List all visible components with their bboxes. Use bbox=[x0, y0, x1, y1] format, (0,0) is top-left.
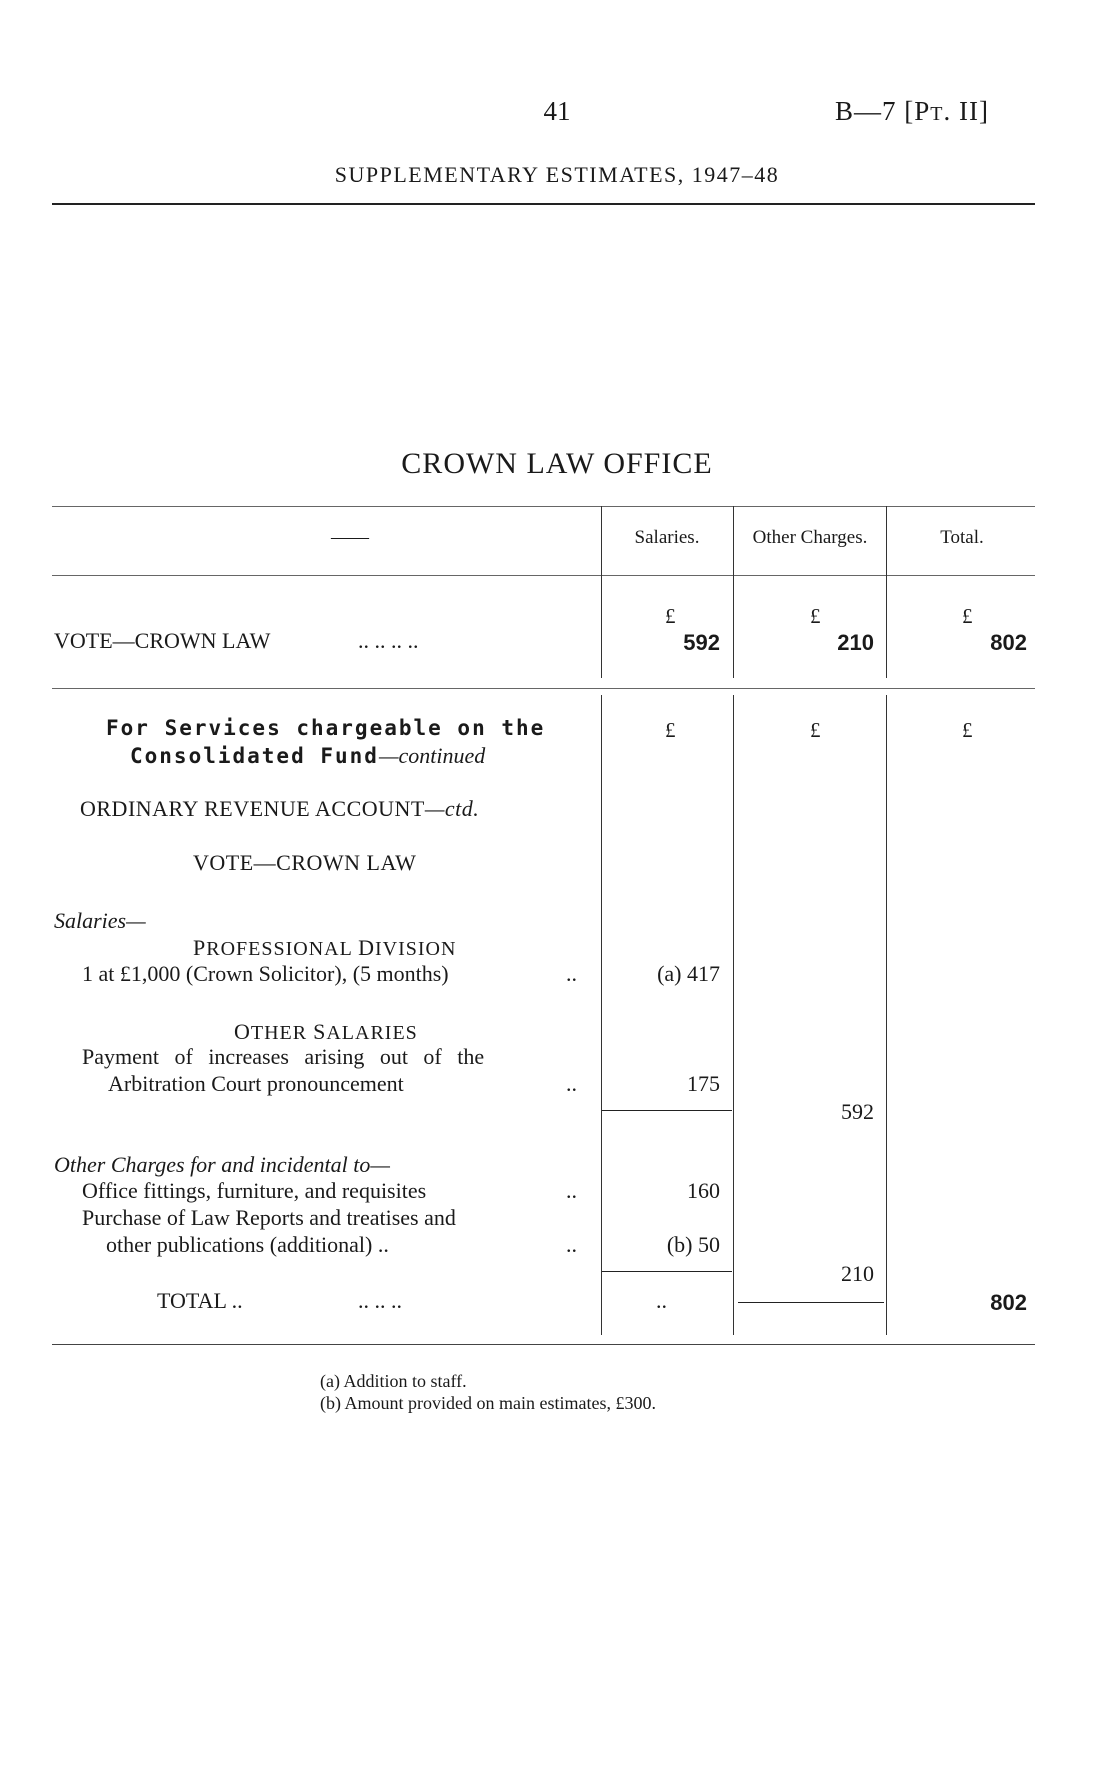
crown-solicitor-value: (a) 417 bbox=[657, 961, 720, 986]
pound-salaries: £ bbox=[665, 604, 676, 628]
pound-salaries-2: £ bbox=[665, 718, 676, 742]
vote-summary-salaries: 592 bbox=[683, 630, 720, 655]
summary-bottom-rule bbox=[52, 688, 1035, 689]
page-number: 41 bbox=[543, 96, 571, 126]
col-rule-2b bbox=[733, 695, 734, 1335]
services-line-1: For Services chargeable on the bbox=[106, 716, 546, 740]
vote-summary-leaders: .. .. .. .. bbox=[358, 628, 419, 653]
increases-leader: .. bbox=[566, 1071, 577, 1096]
pound-other: £ bbox=[810, 604, 821, 628]
office-fittings-leader: .. bbox=[566, 1178, 577, 1203]
series-reference: B—7 [PT. II] bbox=[835, 96, 989, 126]
grand-total: 802 bbox=[990, 1290, 1027, 1315]
table-bottom-rule bbox=[52, 1344, 1035, 1345]
crown-solicitor-leader: .. bbox=[566, 961, 577, 986]
header-rule bbox=[52, 203, 1035, 205]
increases-line-1: Payment of increases arising out of the bbox=[82, 1044, 485, 1069]
salaries-subtotal: 592 bbox=[841, 1099, 874, 1124]
running-title: SUPPLEMENTARY ESTIMATES, 1947–48 bbox=[334, 162, 780, 187]
col-rule-3b bbox=[886, 695, 887, 1335]
total-header: Total. bbox=[940, 527, 984, 548]
other-charges-subtotal-rule bbox=[602, 1271, 732, 1272]
stub-header: —— bbox=[331, 527, 369, 548]
other-charges-heading: Other Charges for and incidental to— bbox=[54, 1152, 390, 1177]
other-charges-subtotal: 210 bbox=[841, 1261, 874, 1286]
vote-summary-other: 210 bbox=[837, 630, 874, 655]
total-other-rule bbox=[738, 1302, 884, 1303]
law-reports-line-1: Purchase of Law Reports and treatises and bbox=[82, 1205, 456, 1230]
law-reports-line-2: other publications (additional) .. bbox=[106, 1232, 389, 1257]
salaries-header: Salaries. bbox=[634, 527, 700, 548]
office-fittings-item: Office fittings, furniture, and requisites bbox=[82, 1178, 427, 1203]
office-fittings-value: 160 bbox=[687, 1178, 720, 1203]
other-salaries-heading: OTHER SALARIES bbox=[234, 1019, 418, 1044]
increases-value: 175 bbox=[687, 1071, 720, 1096]
law-reports-leader: .. bbox=[566, 1232, 577, 1257]
vote-summary-label: VOTE—CROWN LAW bbox=[54, 628, 271, 653]
law-reports-value: (b) 50 bbox=[666, 1232, 720, 1257]
office-title: CROWN LAW OFFICE bbox=[401, 447, 713, 480]
other-charges-header: Other Charges. bbox=[752, 527, 868, 548]
crown-solicitor-item: 1 at £1,000 (Crown Solicitor), (5 months) bbox=[82, 961, 449, 986]
total-leaders: .. .. .. bbox=[358, 1288, 402, 1313]
professional-division-heading: PROFESSIONAL DIVISION bbox=[193, 935, 457, 960]
services-line-2: Consolidated Fund—continued bbox=[130, 743, 486, 768]
vote-summary-total: 802 bbox=[990, 630, 1027, 655]
account-heading: ORDINARY REVENUE ACCOUNT—ctd. bbox=[80, 796, 480, 821]
table-top-rule bbox=[52, 506, 1035, 507]
total-salaries: .. bbox=[656, 1288, 667, 1313]
pound-other-2: £ bbox=[810, 718, 821, 742]
salaries-subtotal-rule bbox=[602, 1110, 732, 1111]
total-label: TOTAL .. bbox=[157, 1288, 243, 1313]
vote-heading: VOTE—CROWN LAW bbox=[193, 850, 417, 875]
footnote-a: (a) Addition to staff. bbox=[320, 1371, 467, 1391]
pound-total: £ bbox=[962, 604, 973, 628]
salaries-heading: Salaries— bbox=[54, 908, 146, 933]
footnote-b: (b) Amount provided on main estimates, £300. bbox=[320, 1393, 656, 1413]
header-bottom-rule bbox=[52, 575, 1035, 576]
increases-line-2: Arbitration Court pronouncement bbox=[108, 1071, 404, 1096]
pound-total-2: £ bbox=[962, 718, 973, 742]
